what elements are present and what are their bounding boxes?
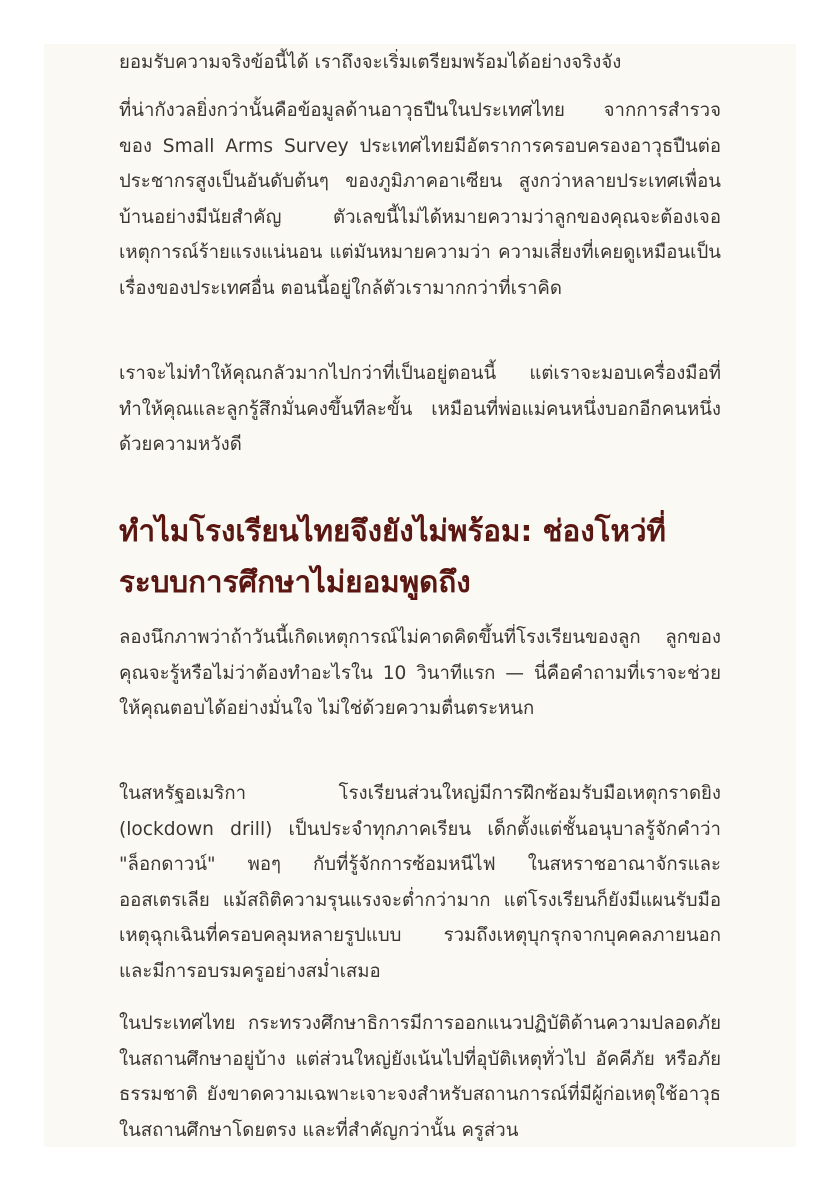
paragraph-reassurance: เราจะไม่ทำให้คุณกลัวมากไปกว่าที่เป็นอยู่ตอนนี้ แต่เราจะมอบเครื่องมือที่ทำให้คุณและลูกรู้สึกมั่นคงขึ้นทีละขั้น เหมือนที่พ่อแม่คนหนึ่งบอกอีกคนหนึ่งด้วยความหวังดี [119,363,721,455]
paragraph-thailand-guidelines: ในประเทศไทย กระทรวงศึกษาธิการมีการออกแนวปฏิบัติด้านความปลอดภัยในสถานศึกษาอยู่บ้าง แต่ส่วนใหญ่ยังเน้นไปที่อุบัติเหตุทั่วไป อัคคีภัย หรือภัยธรรมชาติ ยังขาดความเฉพาะเจาะจงสำหรับสถานการณ์ที่มีผู้ก่อเหตุใช้อาวุธในสถานศึกษาโดยตรง และที่สำคัญกว่านั้น ครูส่วน [119,1013,721,1141]
section-heading: ทำไมโรงเรียนไทยจึงยังไม่พร้อม: ช่องโหว่ที่ระบบการศึกษาไม่ยอมพูดถึง [119,514,666,599]
lead-paragraph: ยอมรับความจริงข้อนี้ได้ เราถึงจะเริ่มเตรียมพร้อมได้อย่างจริงจัง [119,52,622,73]
paragraph-imagine-scenario: ลองนึกภาพว่าถ้าวันนี้เกิดเหตุการณ์ไม่คาดคิดขึ้นที่โรงเรียนของลูก ลูกของคุณจะรู้หรือไม่ว่าต้องทำอะไรใน 10 วินาทีแรก — นี่คือคำถามที่เราจะช่วยให้คุณตอบได้อย่างมั่นใจ ไม่ใช่ด้วยความตื่นตระหนก [119,627,721,719]
paragraph-international-comparison: ในสหรัฐอเมริกา โรงเรียนส่วนใหญ่มีการฝึกซ้อมรับมือเหตุกราดยิง (lockdown drill) เป็นประจำทุกภาคเรียน เด็กตั้งแต่ชั้นอนุบาลรู้จักคำว่า "ล็อกดาวน์" พอๆ กับที่รู้จักการซ้อมหนีไฟ ในสหราชอาณาจักรและออสเตรเลีย แม้สถิติความรุนแรงจะต่ำกว่ามาก แต่โรงเรียนก็ยังมีแผนรับมือเหตุฉุกเฉินที่ครอบคลุมหลายรูปแบบ รวมถึงเหตุบุกรุกจากบุคคลภายนอก และมีการอบรมครูอย่างสม่ำเสมอ [119,783,721,982]
paragraph-firearms-data: ที่น่ากังวลยิ่งกว่านั้นคือข้อมูลด้านอาวุธปืนในประเทศไทย จากการสำรวจของ Small Arms Survey ประเทศไทยมีอัตราการครอบครองอาวุธปืนต่อประชากรสูงเป็นอันดับต้นๆ ของภูมิภาคอาเซียน สูงกว่าหลายประเทศเพื่อนบ้านอย่างมีนัยสำคัญ ตัวเลขนี้ไม่ได้หมายความว่าลูกของคุณจะต้องเจอเหตุการณ์ร้ายแรงแน่นอน แต่มันหมายความว่า ความเสี่ยงที่เคยดูเหมือนเป็นเรื่องของประเทศอื่น ตอนนี้อยู่ใกล้ตัวเรามากกว่าที่เราคิด [119,100,721,299]
document-page [44,44,796,1147]
